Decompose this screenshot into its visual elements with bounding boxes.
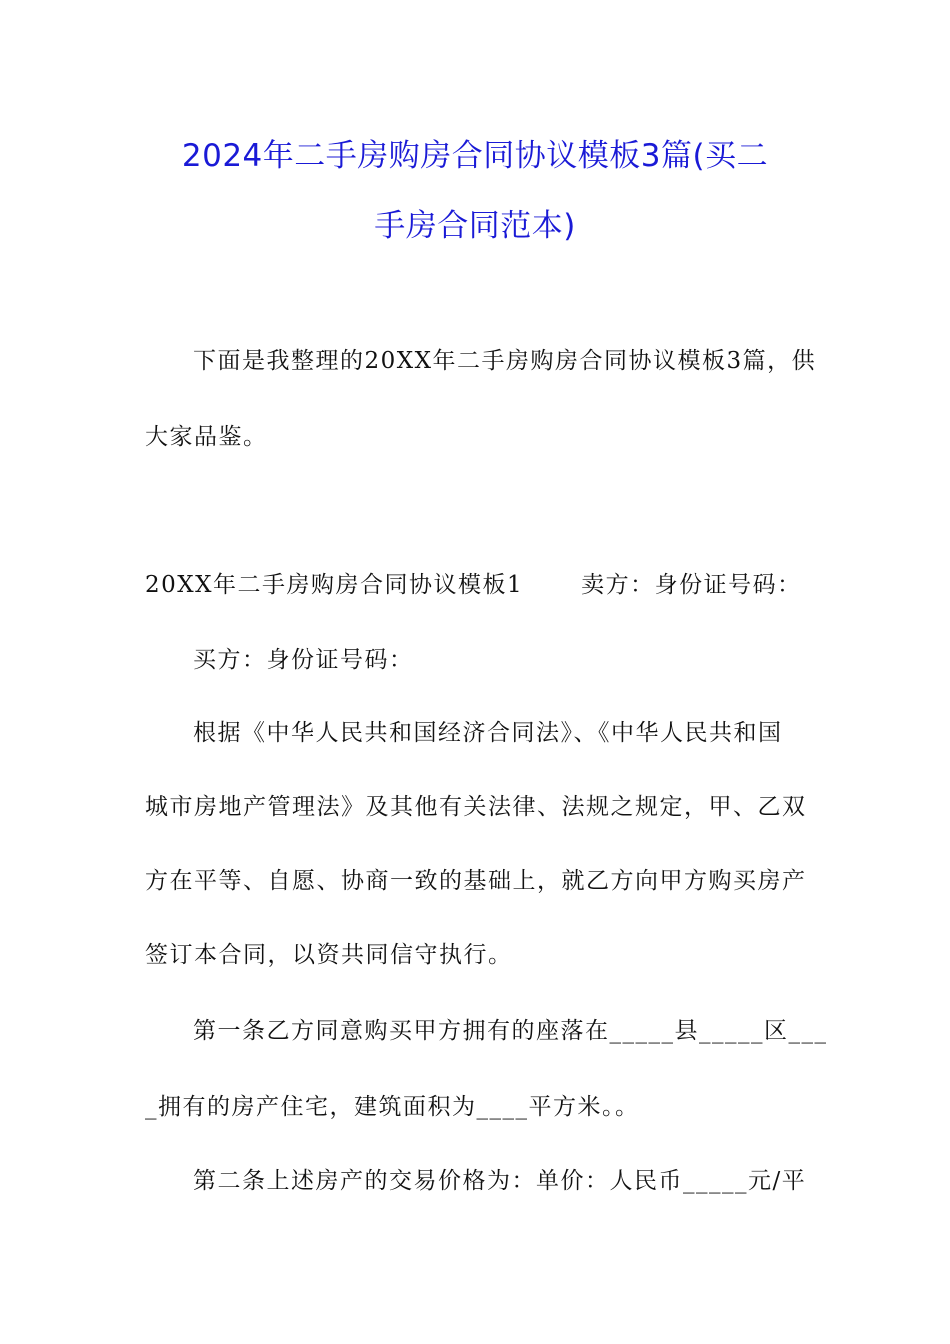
seller-id-label: 卖方：身份证号码： [581, 572, 802, 598]
article-2-line-1: 第二条上述房产的交易价格为：单价：人民币_____元/平 [193, 1168, 807, 1194]
basis-line-2: 城市房地产管理法》及其他有关法律、法规之规定，甲、乙双 [145, 794, 807, 820]
document-title-line-2: 手房合同范本) [374, 208, 576, 244]
template-heading-line [145, 570, 802, 600]
basis-line-1: 根据《中华人民共和国经济合同法》、《中华人民共和国 [193, 720, 783, 746]
article-1-line-2: _拥有的房产住宅，建筑面积为____平方米。。 [145, 1094, 640, 1120]
buyer-id-label: 买方：身份证号码： [193, 647, 414, 673]
template-heading: 20XX年二手房购房合同协议模板1 [145, 572, 524, 598]
intro-line-1: 下面是我整理的20XX年二手房购房合同协议模板3篇，供 [193, 348, 817, 374]
document-title-line-1: 2024年二手房购房合同协议模板3篇(买二 [181, 138, 769, 174]
intro-line-2: 大家品鉴。 [145, 424, 268, 450]
basis-line-3: 方在平等、自愿、协商一致的基础上，就乙方向甲方购买房产 [145, 868, 807, 894]
basis-line-4: 签订本合同，以资共同信守执行。 [145, 942, 513, 968]
article-1-line-1: 第一条乙方同意购买甲方拥有的座落在_____县_____区___ [193, 1018, 828, 1044]
